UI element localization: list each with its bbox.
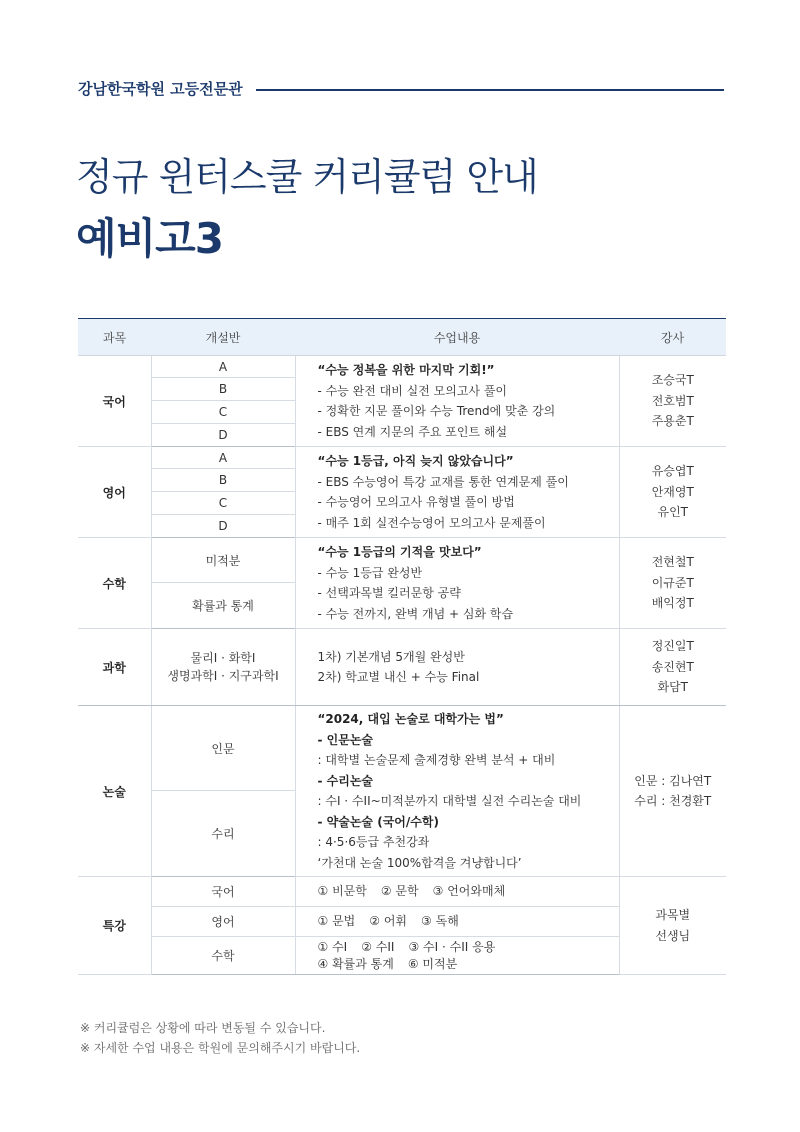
content-line: ‘가천대 논술 100%합격을 겨냥합니다’ — [317, 855, 522, 870]
footnote: ※ 자세한 수업 내용은 학원에 문의해주시기 바랍니다. — [80, 1041, 361, 1055]
class-cell-science — [151, 629, 295, 706]
content-line: : 4·5·6등급 추천강좌 — [317, 835, 430, 849]
content-line: - 매주 1회 실전수능영어 모의고사 문제풀이 — [317, 515, 546, 530]
table-row — [78, 629, 726, 706]
teacher-name: 배익정T — [651, 596, 694, 611]
class-cell: C — [151, 492, 295, 515]
col-header-content: 수업내용 — [295, 319, 619, 356]
subject-math: 수학 — [78, 538, 151, 629]
content-line: - 수능영어 모의고사 유형별 풀이 방법 — [317, 495, 515, 509]
special-line — [318, 956, 619, 973]
page-title: 정규 윈터스쿨 커리큘럼 안내 — [76, 155, 538, 199]
special-item: ② 문학 — [380, 884, 419, 899]
subject-korean: 국어 — [78, 356, 151, 447]
content-essay — [295, 706, 619, 877]
teacher-name: 주용춘T — [651, 414, 694, 429]
teacher-name: 선생님 — [655, 928, 691, 943]
content-line: “2024, 대입 논술로 대학가는 법” — [317, 712, 504, 726]
class-cell: D — [151, 515, 295, 538]
class-cell: B — [151, 378, 295, 401]
content-special-english — [295, 907, 619, 937]
table-header-row — [78, 319, 726, 356]
teacher-name: 송진현T — [651, 659, 694, 674]
class-cell: 국어 — [151, 877, 295, 907]
class-cell: 수학 — [151, 937, 295, 975]
special-item: ③ 독해 — [421, 914, 459, 929]
content-line: - 수능 전까지, 완벽 개념 + 심화 학습 — [317, 606, 514, 621]
class-cell: B — [151, 469, 295, 492]
content-line: 2차) 학교별 내신 + 수능 Final — [317, 670, 480, 684]
teacher-english — [619, 447, 726, 538]
special-item: ④ 확률과 통계 — [317, 956, 394, 971]
class-cell: C — [151, 401, 295, 424]
content-line: - 수리논술 — [317, 773, 374, 788]
class-cell: 확률과 통계 — [151, 583, 295, 629]
content-line: - 인문논술 — [317, 732, 374, 747]
class-cell: 수리 — [151, 791, 295, 877]
teacher-name: 정진일T — [651, 639, 694, 654]
col-header-subject: 과목 — [78, 319, 151, 356]
special-item: ① 수I — [317, 939, 348, 954]
teacher-name: 이규준T — [651, 575, 694, 590]
content-line: : 수I · 수II~미적분까지 대학별 실전 수리논술 대비 — [317, 794, 582, 808]
subject-english: 영어 — [78, 447, 151, 538]
footnote: ※ 커리큘럼은 상황에 따라 변동될 수 있습니다. — [80, 1021, 326, 1035]
teacher-name: 유승엽T — [651, 464, 694, 479]
special-item: ① 비문학 — [317, 884, 367, 899]
class-cell: A — [151, 447, 295, 469]
content-line: 1차) 기본개념 5개월 완성반 — [317, 649, 465, 664]
header-rule — [256, 89, 724, 91]
teacher-name: 전호범T — [651, 393, 694, 408]
content-line: - 선택과목별 킬러문항 공략 — [317, 586, 461, 600]
teacher-name: 과목별 — [655, 908, 691, 922]
content-line: : 대학별 논술문제 출제경향 완벽 분석 + 대비 — [317, 753, 556, 767]
special-line — [318, 939, 619, 956]
table-row — [78, 356, 726, 378]
content-line: “수능 1등급, 아직 늦지 않았습니다” — [317, 454, 514, 468]
teacher-name: 조승국T — [651, 373, 694, 388]
teacher-name: 화담T — [657, 680, 688, 695]
col-header-teacher: 강사 — [619, 319, 726, 356]
class-cell: 영어 — [151, 907, 295, 937]
teacher-name: 전현철T — [651, 555, 694, 570]
content-korean — [295, 356, 619, 447]
table-row — [78, 877, 726, 907]
subject-special: 특강 — [78, 877, 151, 975]
teacher-name: 유인T — [657, 505, 688, 520]
content-special-korean — [295, 877, 619, 907]
special-item: ① 문법 — [317, 914, 356, 929]
special-item: ② 수II — [361, 939, 395, 954]
content-math — [295, 538, 619, 629]
content-line: - 수능 완전 대비 실전 모의고사 풀이 — [317, 383, 508, 398]
content-special-math — [295, 937, 619, 975]
academy-name: 강남한국학원 고등전문관 — [78, 80, 243, 98]
teacher-special — [619, 877, 726, 975]
teacher-name: 안재영T — [651, 484, 694, 499]
teacher-essay — [619, 706, 726, 877]
footnotes — [80, 1018, 360, 1058]
content-line: “수능 1등급의 기적을 맛보다” — [317, 545, 482, 559]
content-line: “수능 정복을 위한 마지막 기회!” — [317, 363, 495, 377]
teacher-name: 수리 : 천경환T — [634, 794, 712, 808]
header — [78, 78, 724, 100]
content-science — [295, 629, 619, 706]
special-item: ② 어휘 — [369, 914, 408, 929]
table-row — [78, 706, 726, 791]
content-line: - EBS 연계 지문의 주요 포인트 해설 — [317, 424, 508, 439]
content-line: - 정확한 지문 풀이와 수능 Trend에 맞춘 강의 — [317, 404, 556, 418]
teacher-name: 인문 : 김나연T — [634, 773, 712, 788]
class-cell: 인문 — [151, 706, 295, 791]
teacher-math — [619, 538, 726, 629]
content-line: - EBS 수능영어 특강 교재를 통한 연계문제 풀이 — [317, 474, 569, 489]
special-item: ⑥ 미적분 — [407, 956, 458, 971]
special-item: ③ 언어와매체 — [432, 884, 506, 899]
curriculum-table — [78, 318, 726, 975]
table-row — [78, 447, 726, 469]
class-cell: A — [151, 356, 295, 378]
special-item: ③ 수I · 수II 응용 — [408, 939, 496, 954]
page-subtitle: 예비고3 — [76, 214, 223, 263]
table-row — [78, 538, 726, 583]
class-line: 생명과학I · 지구과학I — [167, 669, 279, 683]
subject-science: 과학 — [78, 629, 151, 706]
content-line: - 약술논술 (국어/수학) — [317, 814, 439, 829]
content-line: - 수능 1등급 완성반 — [317, 565, 423, 580]
subject-essay: 논술 — [78, 706, 151, 877]
col-header-class: 개설반 — [151, 319, 295, 356]
class-line: 물리I · 화학I — [190, 651, 256, 665]
content-english — [295, 447, 619, 538]
class-cell: 미적분 — [151, 538, 295, 583]
teacher-science — [619, 629, 726, 706]
teacher-korean — [619, 356, 726, 447]
class-cell: D — [151, 424, 295, 447]
